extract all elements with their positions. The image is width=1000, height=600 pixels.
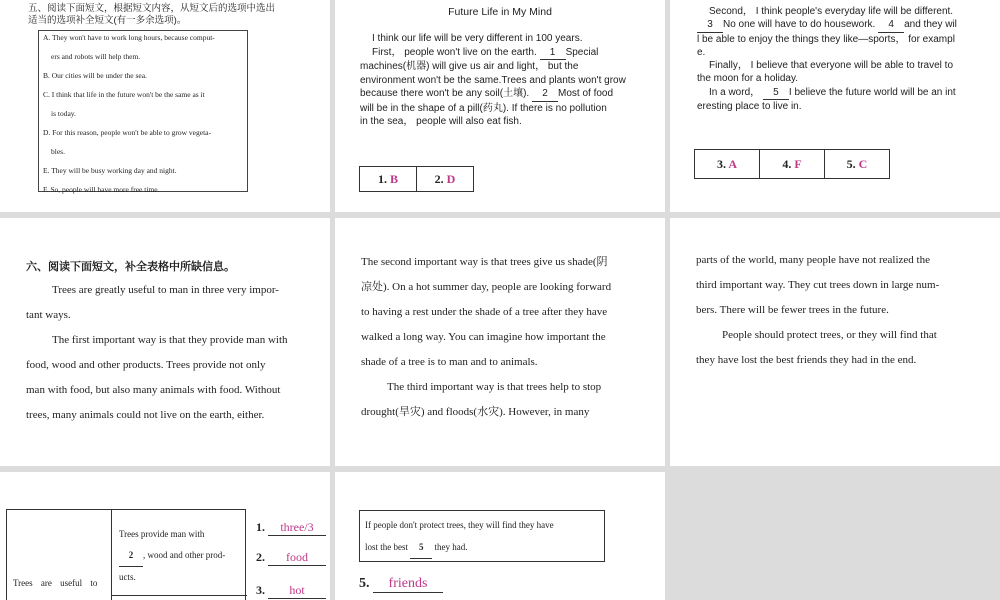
answer-row-1 bbox=[256, 520, 326, 536]
passage-line: People should protect trees, or they will find that bbox=[722, 329, 937, 341]
answer-value: F bbox=[794, 156, 802, 171]
passage-line: Second， I think people's everyday life will be different. bbox=[709, 6, 954, 17]
option-d-line1: D. For this reason, people won't be able to grow vegeta- bbox=[43, 128, 211, 137]
option-d bbox=[43, 128, 243, 156]
q6-text-3 bbox=[696, 248, 986, 373]
passage-line bbox=[697, 18, 1000, 32]
option-a-line1: A. They won't have to work long hours, because comput- bbox=[43, 33, 215, 42]
blank-4: 4 bbox=[878, 18, 904, 32]
option-c-line1: C. I think that life in the future won't be the same as it bbox=[43, 90, 205, 99]
passage-line: will be in the shape of a pill(药丸). If there is no pollution bbox=[360, 102, 607, 114]
answer-value: hot bbox=[268, 583, 326, 599]
answer-value: three/3 bbox=[268, 520, 326, 536]
q6-instruction: 六、阅读下面短文，补全表格中所缺信息。 bbox=[26, 261, 235, 273]
table-cell bbox=[119, 524, 243, 588]
passage-line: they have lost the best friends they had in the end. bbox=[696, 354, 917, 366]
passage-line bbox=[697, 86, 1000, 100]
passage-line: Trees are greatly useful to man in three very impor- bbox=[52, 284, 279, 296]
passage-line: man with food, but also many animals with food. Without bbox=[26, 384, 281, 396]
q6-text-1 bbox=[26, 278, 316, 428]
option-e: E. They will be busy working day and night. bbox=[43, 166, 177, 175]
answer-row-3 bbox=[256, 583, 326, 599]
answer-value: D bbox=[446, 171, 456, 186]
passage-line-text: First， people won't live on the earth. bbox=[372, 46, 537, 58]
passage-line-text: In a word， bbox=[709, 86, 761, 98]
panel-passage-1 bbox=[335, 0, 665, 212]
q5-instruction-line1: 五、阅读下面短文，根据短文内容，从短文后的选项中选出 bbox=[28, 3, 276, 14]
panel-passage-2 bbox=[670, 0, 1000, 212]
passage-line-text: Special bbox=[565, 46, 599, 58]
passage-line-text: Most of food bbox=[558, 88, 614, 99]
blank-5: 5 bbox=[763, 86, 789, 100]
table-row-divider bbox=[111, 595, 247, 596]
panel-q6-middle bbox=[335, 218, 665, 466]
passage-line: the moon for a holiday. bbox=[697, 73, 798, 85]
answer-cell-3 bbox=[695, 150, 760, 179]
option-d-line2: bles. bbox=[51, 147, 65, 156]
summary-box bbox=[359, 510, 605, 562]
answer-num: 2. bbox=[434, 171, 444, 186]
passage-line bbox=[360, 46, 660, 61]
blank-3: 3 bbox=[697, 18, 723, 32]
table-divider bbox=[111, 510, 112, 600]
table-cell-text: , wood and other prod- bbox=[143, 550, 226, 560]
passage-line: drought(旱灾) and floods(水灾). However, in many bbox=[361, 406, 590, 418]
passage-line-text: because there won't be any soil(土壤). bbox=[360, 88, 530, 99]
answer-value: friends bbox=[373, 576, 443, 593]
passage-line: shade of a tree is to man and to animals. bbox=[361, 356, 538, 368]
answer-num: 5. bbox=[359, 576, 370, 591]
passage-line bbox=[360, 87, 660, 102]
summary-line: If people don't protect trees, they will find they have bbox=[365, 520, 554, 530]
passage-line: eresting place to live in. bbox=[697, 101, 802, 113]
answer-num: 3. bbox=[256, 583, 265, 597]
answer-cell-1 bbox=[360, 167, 417, 192]
passage-line: The first important way is that they provide man with bbox=[52, 334, 288, 346]
option-f: F. So, people will have more free time. bbox=[43, 185, 160, 194]
table-left-label: Trees are useful to bbox=[13, 578, 98, 588]
passage-1-text bbox=[360, 32, 660, 129]
panel-q6-end bbox=[670, 218, 1000, 466]
answer-table-1-2 bbox=[359, 166, 474, 192]
answer-cell-2 bbox=[417, 167, 474, 192]
answer-row-2 bbox=[256, 550, 326, 566]
passage-line: third important way. They cut trees down in large num- bbox=[696, 279, 940, 291]
answer-num: 1. bbox=[256, 520, 265, 534]
table-cell-line: ucts. bbox=[119, 572, 136, 582]
answer-value: A bbox=[728, 156, 737, 171]
option-b: B. Our cities will be under the sea. bbox=[43, 71, 147, 80]
answer-num: 1. bbox=[377, 171, 387, 186]
answer-num: 3. bbox=[716, 156, 726, 171]
passage-line: 凉处). On a hot summer day, people are looking forward bbox=[361, 281, 612, 293]
answer-num: 4. bbox=[782, 156, 792, 171]
passage-line: food, wood and other products. Trees provide not only bbox=[26, 359, 266, 371]
passage-line: walked a long way. You can imagine how important the bbox=[361, 331, 606, 343]
options-box bbox=[38, 30, 248, 192]
passage-line: l be able to enjoy the things they like—sports， for exampl bbox=[697, 33, 955, 45]
summary-text: lost the best bbox=[365, 542, 408, 552]
answer-row-5 bbox=[359, 576, 443, 593]
summary-text: they had. bbox=[434, 542, 468, 552]
answer-cell-4 bbox=[760, 150, 825, 179]
passage-line: machines(机器) will give us air and light， but the bbox=[360, 61, 579, 72]
passage-line: e. bbox=[697, 46, 706, 58]
passage-line: bers. There will be fewer trees in the future. bbox=[696, 304, 889, 316]
passage-line: environment won't be the same.Trees and plants won't grow bbox=[360, 74, 626, 86]
info-table bbox=[6, 509, 246, 600]
passage-title: Future Life in My Mind bbox=[448, 6, 552, 18]
passage-line-text: I believe the future world will be an int bbox=[788, 86, 956, 98]
passage-line: tant ways. bbox=[26, 309, 71, 321]
answer-value: C bbox=[858, 156, 868, 171]
answer-cell-5 bbox=[825, 150, 890, 179]
q5-instruction-line2: 适当的选项补全短文(有一多余选项)。 bbox=[28, 15, 187, 26]
answer-num: 2. bbox=[256, 550, 265, 564]
passage-line: The second important way is that trees give us shade(阴 bbox=[361, 256, 608, 268]
passage-2-text bbox=[697, 5, 1000, 113]
option-a-line2: ers and robots will help them. bbox=[51, 52, 141, 61]
summary-line bbox=[365, 536, 599, 559]
panel-q6-start bbox=[0, 218, 330, 466]
q5-instruction bbox=[28, 3, 328, 27]
panel-q5-options bbox=[0, 0, 330, 212]
passage-line: in the sea， people will also eat fish. bbox=[360, 116, 522, 127]
passage-line-text: and they wil bbox=[904, 19, 957, 31]
passage-line: parts of the world, many people have not realized the bbox=[696, 254, 930, 266]
blank-2: 2 bbox=[532, 87, 558, 102]
passage-line: Finally， I believe that everyone will be able to travel to bbox=[709, 60, 954, 72]
option-c-line2: is today. bbox=[51, 109, 76, 118]
panel-table bbox=[0, 472, 330, 600]
option-c bbox=[43, 90, 243, 118]
answer-num: 5. bbox=[846, 156, 856, 171]
panel-answer-5 bbox=[335, 472, 665, 600]
answer-value: B bbox=[389, 171, 398, 186]
answer-table-3-5 bbox=[694, 149, 890, 179]
passage-line: trees, many animals could not live on the earth, either. bbox=[26, 409, 265, 421]
passage-line-text: No one will have to do housework. bbox=[723, 19, 876, 31]
table-blank-2: 2 bbox=[119, 545, 143, 567]
table-cell-line bbox=[119, 545, 243, 567]
passage-line: I think our life will be very different in 100 years. bbox=[372, 33, 583, 44]
table-cell-line: Trees provide man with bbox=[119, 529, 205, 539]
answer-value: food bbox=[268, 550, 326, 566]
option-a bbox=[43, 33, 243, 61]
q6-text-2 bbox=[361, 250, 651, 425]
passage-line: The third important way is that trees help to stop bbox=[387, 381, 602, 393]
summary-blank-5: 5 bbox=[410, 536, 432, 559]
blank-1: 1 bbox=[540, 46, 566, 61]
passage-line: to having a rest under the shade of a tree after they have bbox=[361, 306, 608, 318]
